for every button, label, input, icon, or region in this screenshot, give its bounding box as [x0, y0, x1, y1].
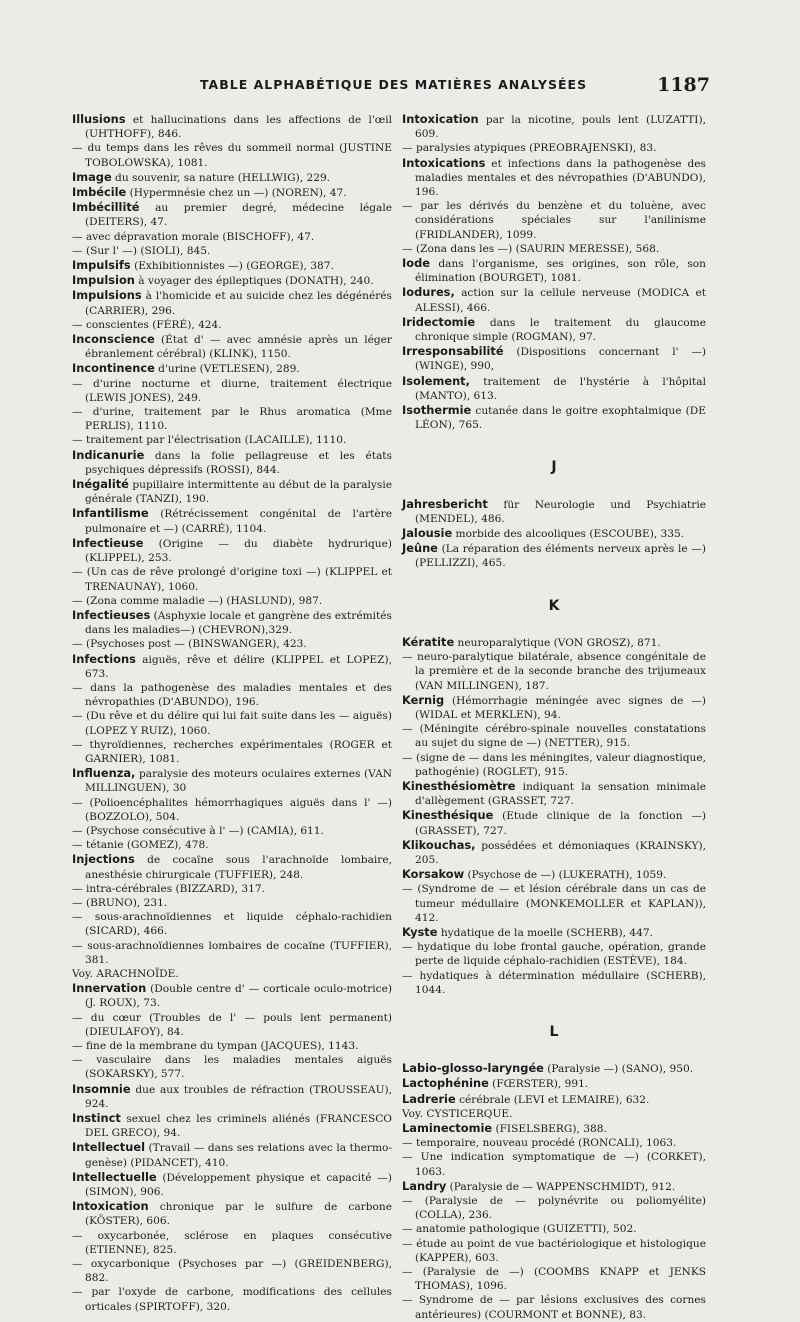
entry-headword: Jahresbericht: [402, 496, 488, 511]
entry-headword: Intoxications: [402, 155, 486, 170]
index-entry: — sous-arachnoïdiennes et liquide céphalo-rachidien (SICARD), 466.: [72, 911, 392, 938]
index-entry: — (Psychose consécutive à l' —) (CAMIA), 611.: [72, 824, 324, 837]
entry-headword: Incontinence: [72, 361, 155, 376]
index-entry: — d'urine, traitement par le Rhus aromatica (Mme PERLIS), 1110.: [72, 406, 392, 433]
entry-headword: Iodures,: [402, 285, 455, 300]
entry-headword: Inégalité: [72, 477, 129, 492]
index-entry: — du cœur (Troubles de l' — pouls lent permanent) (DIEULAFOY), 84.: [72, 1011, 392, 1038]
section-entries: [402, 1061, 706, 1322]
index-entry: Ladrerie cérébrale (LEVI et LEMAIRE), 632.: [402, 1091, 650, 1106]
index-entry: — traitement par l'électrisation (LACAILLE), 1110.: [72, 434, 347, 447]
index-entry: Indicanurie dans la folie pellagreuse et les états psychiques dépressifs (ROSSI), 844.: [72, 447, 392, 476]
index-entry: Insomnie due aux troubles de réfraction (TROUSSEAU), 924.: [72, 1081, 392, 1110]
index-entry: — par les dérivés du benzène et du toluène, avec considérations spéciales sur l'anilinisme (FRIDLANDER), 1099.: [402, 200, 706, 241]
entry-headword: Intellectuel: [72, 1140, 145, 1155]
entry-headword: Lactophénine: [402, 1076, 489, 1091]
index-entry: Intellectuel (Travail — dans ses relations avec la thermo-genèse) (PIDANCET), 410.: [72, 1140, 392, 1169]
index-entry: Voy. CYSTICERQUE.: [402, 1107, 513, 1120]
index-entry: — sous-arachnoïdiennes lombaires de cocaïne (TUFFIER), 381.: [72, 939, 392, 966]
index-entry: Inégalité pupillaire intermittente au début de la paralysie générale (TANZI), 190.: [72, 477, 392, 506]
entry-headword: Klikouchas,: [402, 837, 476, 852]
entry-headword: Kinesthésiomètre: [402, 778, 516, 793]
entry-headword: Infectieuse: [72, 535, 144, 550]
index-entry: — (Zona comme maladie —) (HASLUND), 987.: [72, 594, 323, 607]
entry-headword: Korsakow: [402, 867, 465, 882]
index-entry: — (Polioencéphalites hémorrhagiques aiguës dans l' —) (BOZZOLO), 504.: [72, 796, 392, 823]
entry-headword: Isothermie: [402, 403, 472, 418]
index-entry: Impulsions à l'homicide et au suicide chez les dégénérés (CARRIER), 296.: [72, 288, 392, 317]
index-entry: Intoxication par la nicotine, pouls lent (LUZATTI), 609.: [402, 112, 706, 141]
right-column: [402, 112, 706, 1322]
index-entry: — conscientes (FÉRÉ), 424.: [72, 318, 222, 331]
index-entry: Image du souvenir, sa nature (HELLWIG), 229.: [72, 169, 331, 184]
index-entry: — oxycarbonée, sclérose en plaques consécutive (ETIENNE), 825.: [72, 1229, 392, 1256]
entry-headword: Landry: [402, 1178, 447, 1193]
entry-headword: Innervation: [72, 981, 147, 996]
entry-headword: Influenza,: [72, 766, 136, 781]
index-entry: Irresponsabilité (Dispositions concernant l' —) (WINGE), 990,: [402, 344, 706, 373]
entry-headword: Impulsion: [72, 273, 135, 288]
entry-headword: Infantilisme: [72, 506, 149, 521]
entry-headword: Laminectomie: [402, 1120, 493, 1135]
section-j: [402, 460, 706, 570]
index-entry: — (Syndrome de — et lésion cérébrale dans un cas de tumeur médullaire (MONKEMOLLER et KAPLAN)), 412.: [402, 883, 706, 924]
index-entry: Laminectomie (FISELSBERG), 388.: [402, 1120, 607, 1135]
index-entry: — (Zona dans les —) (SAURIN MERESSE), 568.: [402, 242, 660, 255]
index-entry: Inconscience (État d' — avec amnésie après un léger ébranlement cérébral) (KLINK), 1150.: [72, 332, 392, 361]
i-entries-continued: [402, 112, 706, 432]
index-entry: Jahresbericht für Neurologie und Psychiatrie (MENDEL), 486.: [402, 496, 706, 525]
index-entry: Iodures, action sur la cellule nerveuse (MODICA et ALESSI), 466.: [402, 285, 706, 314]
index-entry: Imbécile (Hypermnésie chez un —) (NOREN), 47.: [72, 185, 347, 200]
index-entry: Infectieuses (Asphyxie locale et gangrène des extrémités dans les maladies—) (CHEVRON),329.: [72, 607, 392, 637]
index-entry: Intoxications et infections dans la pathogenèse des maladies mentales et des névropathies (D'ABUNDO), 196.: [402, 155, 706, 199]
entry-headword: Injections: [72, 852, 135, 867]
index-entry: Intoxication chronique par le sulfure de carbone (KÖSTER), 606.: [72, 1199, 392, 1228]
entry-headword: Iridectomie: [402, 314, 476, 329]
index-entry: Infectieuse (Origine — du diabète hydrurique) (KLIPPEL), 253.: [72, 535, 392, 565]
entry-headword: Kinesthésique: [402, 808, 494, 823]
entry-headword: Impulsions: [72, 288, 142, 303]
index-entry: — hydatiques à détermination médullaire (SCHERB), 1044.: [402, 969, 706, 996]
section-letter: L: [549, 1023, 559, 1040]
index-entry: — tétanie (GOMEZ), 478.: [72, 839, 209, 852]
index-entry: — (BRUNO), 231.: [72, 896, 168, 909]
index-entry: — hydatique du lobe frontal gauche, opération, grande perte de liquide céphalo-rachidien (ESTÈVE), 184.: [402, 941, 706, 968]
index-entry: Iode dans l'organisme, ses origines, son rôle, son élimination (BOURGET), 1081.: [402, 256, 706, 285]
section-k: [402, 599, 706, 997]
index-entry: — avec dépravation morale (BISCHOFF), 47.: [72, 230, 315, 243]
entry-headword: Infections: [72, 651, 136, 666]
index-entry: — (Un cas de rêve prolongé d'origine toxi —) (KLIPPEL et TRENAUNAY), 1060.: [72, 566, 392, 593]
index-entry: — dans la pathogenèse des maladies mentales et des névropathies (D'ABUNDO), 196.: [72, 681, 392, 709]
section-entries: [402, 497, 706, 571]
entry-headword: Image: [72, 169, 112, 184]
index-entry: — fine de la membrane du tympan (JACQUES), 1143.: [72, 1040, 359, 1052]
running-title: TABLE ALPHABÉTIQUE DES MATIÈRES ANALYSÉES: [200, 77, 588, 92]
entry-headword: Inconscience: [72, 332, 155, 347]
index-entry: — oxycarbonique (Psychoses par —) (GREIDENBERG), 882.: [72, 1258, 392, 1285]
entry-headword: Illusions: [72, 112, 126, 126]
index-entry: Impulsion à voyager des épileptiques (DONATH), 240.: [72, 273, 374, 288]
entry-headword: Kyste: [402, 924, 438, 939]
index-entry: Imbécillité au premier degré, médecine légale (DEITERS), 47.: [72, 200, 392, 229]
index-entry: Incontinence d'urine (VETLESEN), 289.: [72, 361, 300, 376]
index-entry: Iridectomie dans le traitement du glaucome chronique simple (ROGMAN), 97.: [402, 314, 706, 344]
index-entry: Lactophénine (FŒRSTER), 991.: [402, 1076, 589, 1091]
index-entry: Klikouchas, possédées et démoniaques (KRAINSKY), 205.: [402, 837, 706, 866]
index-entry: — Syndrome de — par lésions exclusives des cornes antérieures) (COURMONT et BONNE), 83.: [402, 1294, 706, 1321]
entry-headword: Kernig: [402, 692, 445, 707]
left-column: [72, 112, 392, 1314]
index-entry: — paralysies atypiques (PREOBRAJENSKI), 83.: [402, 142, 657, 155]
index-entry: — temporaire, nouveau procédé (RONCALI), 1063.: [402, 1137, 677, 1150]
section-l: [402, 1025, 706, 1322]
index-entry: Instinct sexuel chez les criminels aliénés (FRANCESCO DEL GRECO), 94.: [72, 1111, 392, 1140]
index-entry: — (Paralysie de —) (COOMBS KNAPP et JENKS THOMAS), 1096.: [402, 1266, 706, 1293]
index-entry: Impulsifs (Exhibitionnistes —) (GEORGE), 387.: [72, 258, 334, 273]
index-entry: — vasculaire dans les maladies mentales aiguës (SOKARSKY), 577.: [72, 1054, 392, 1081]
entry-headword: Imbécillité: [72, 200, 140, 215]
index-entry: Jeûne (La réparation des éléments nerveux après le —) (PELLIZZI), 465.: [402, 541, 706, 570]
index-entry: Isolement, traitement de l'hystérie à l'hôpital (MANTO), 613.: [402, 373, 706, 402]
index-entry: Infections aiguës, rêve et délire (KLIPPEL et LOPEZ), 673.: [72, 651, 392, 680]
index-entry: — intra-cérébrales (BIZZARD), 317.: [72, 882, 265, 895]
entry-headword: Ladrerie: [402, 1091, 456, 1106]
index-entry: Voy. ARACHNOÏDE.: [72, 967, 179, 980]
entry-headword: Jeûne: [402, 541, 438, 556]
index-entry: Kératite neuroparalytique (VON GROSZ), 871.: [402, 634, 661, 649]
index-entry: — thyroïdiennes, recherches expérimentales (ROGER et GARNIER), 1081.: [72, 738, 392, 765]
entry-headword: Instinct: [72, 1111, 121, 1126]
index-entry: Illusions et hallucinations dans les affections de l'œil (UHTHOFF), 846.: [72, 112, 392, 141]
index-entry: Isothermie cutanée dans le goitre exophtalmique (DE LÉON), 765.: [402, 403, 706, 432]
page-number: 1187: [657, 74, 710, 96]
entry-headword: Irresponsabilité: [402, 344, 504, 359]
index-entry: Kinesthésique (Etude clinique de la fonction —) (GRASSET), 727.: [402, 808, 706, 837]
index-entry: — neuro-paralytique bilatérale, absence congénitale de la première et de la seconde branche des trijumeaux (VAN MILLINGEN), 187.: [402, 651, 706, 692]
entry-headword: Isolement,: [402, 373, 470, 388]
index-entry: — Une indication symptomatique de —) (CORKET), 1063.: [402, 1151, 706, 1178]
index-entry: Innervation (Double centre d' — corticale oculo-motrice) (J. ROUX), 73.: [72, 981, 392, 1010]
entry-headword: Impulsifs: [72, 258, 131, 273]
entry-headword: Labio-glosso-laryngée: [402, 1061, 544, 1076]
index-entry: Kinesthésiomètre indiquant la sensation minimale d'allègement (GRASSET, 727.: [402, 778, 706, 808]
index-entry: Jalousie morbide des alcooliques (ESCOUBE), 335.: [402, 526, 685, 541]
index-entry: — anatomie pathologique (GUIZETTI), 502.: [402, 1223, 637, 1236]
index-entry: Korsakow (Psychose de —) (LUKERATH), 1059.: [402, 867, 667, 882]
index-entry: Landry (Paralysie de — WAPPENSCHMIDT), 912.: [402, 1178, 676, 1193]
entry-headword: Iode: [402, 256, 430, 271]
index-entry: — étude au point de vue bactériologique et histologique (KAPPER), 603.: [402, 1237, 706, 1264]
index-entry: Injections de cocaïne sous l'arachnoïde lombaire, anesthésie chirurgicale (TUFFIER), 248.: [72, 852, 392, 881]
index-entry: Infantilisme (Rétrécissement congénital de l'artère pulmonaire et —) (CARRÉ), 1104.: [72, 506, 392, 535]
entry-headword: Insomnie: [72, 1081, 131, 1096]
entry-headword: Imbécile: [72, 185, 127, 200]
index-entry: Intellectuelle (Développement physique et capacité —) (SIMON), 906.: [72, 1169, 392, 1199]
index-entry: — (Sur l' —) (SIOLI), 845.: [72, 244, 211, 257]
index-entry: — d'urine nocturne et diurne, traitement électrique (LEWIS JONES), 249.: [72, 377, 392, 404]
entry-headword: Infectieuses: [72, 607, 151, 622]
section-entries: [402, 635, 706, 997]
index-entry: — du temps dans les rêves du sommeil normal (JUSTINE TOBOLOWSKA), 1081.: [72, 142, 392, 169]
section-letter: K: [548, 597, 560, 614]
entry-headword: Intellectuelle: [72, 1169, 157, 1184]
entry-headword: Intoxication: [402, 112, 479, 126]
index-entry: — (Paralysie de — polynévrite ou poliomyélite) (COLLA), 236.: [402, 1195, 706, 1222]
entry-headword: Intoxication: [72, 1199, 149, 1214]
entry-headword: Jalousie: [402, 526, 453, 541]
section-letter: J: [551, 459, 557, 476]
index-entry: — (signe de — dans les méningites, valeur diagnostique, pathogénie) (ROGLET), 915.: [402, 751, 706, 778]
index-entry: — par l'oxyde de carbone, modifications des cellules orticales (SPIRTOFF), 320.: [72, 1286, 392, 1313]
index-entry: — (Psychoses post — (BINSWANGER), 423.: [72, 638, 307, 651]
index-entry: — (Du rêve et du délire qui lui fait suite dans les — aiguës) (LOPEZ Y RUIZ), 1060.: [72, 710, 392, 737]
index-entry: — (Méningite cérébro-spinale nouvelles constatations au sujet du signe de —) (NETTER), 915.: [402, 723, 706, 750]
index-entry: Influenza, paralysie des moteurs oculaires externes (VAN MILLINGUEN), 30: [72, 766, 392, 795]
page-header: [0, 74, 800, 98]
entry-headword: Kératite: [402, 634, 455, 649]
index-entry: Labio-glosso-laryngée (Paralysie —) (SANO), 950.: [402, 1061, 694, 1076]
index-entry: Kyste hydatique de la moelle (SCHERB), 447.: [402, 924, 653, 939]
index-entry: Kernig (Hémorrhagie méningée avec signes de —) (WIDAL et MERKLEN), 94.: [402, 692, 706, 721]
entry-headword: Indicanurie: [72, 447, 145, 462]
